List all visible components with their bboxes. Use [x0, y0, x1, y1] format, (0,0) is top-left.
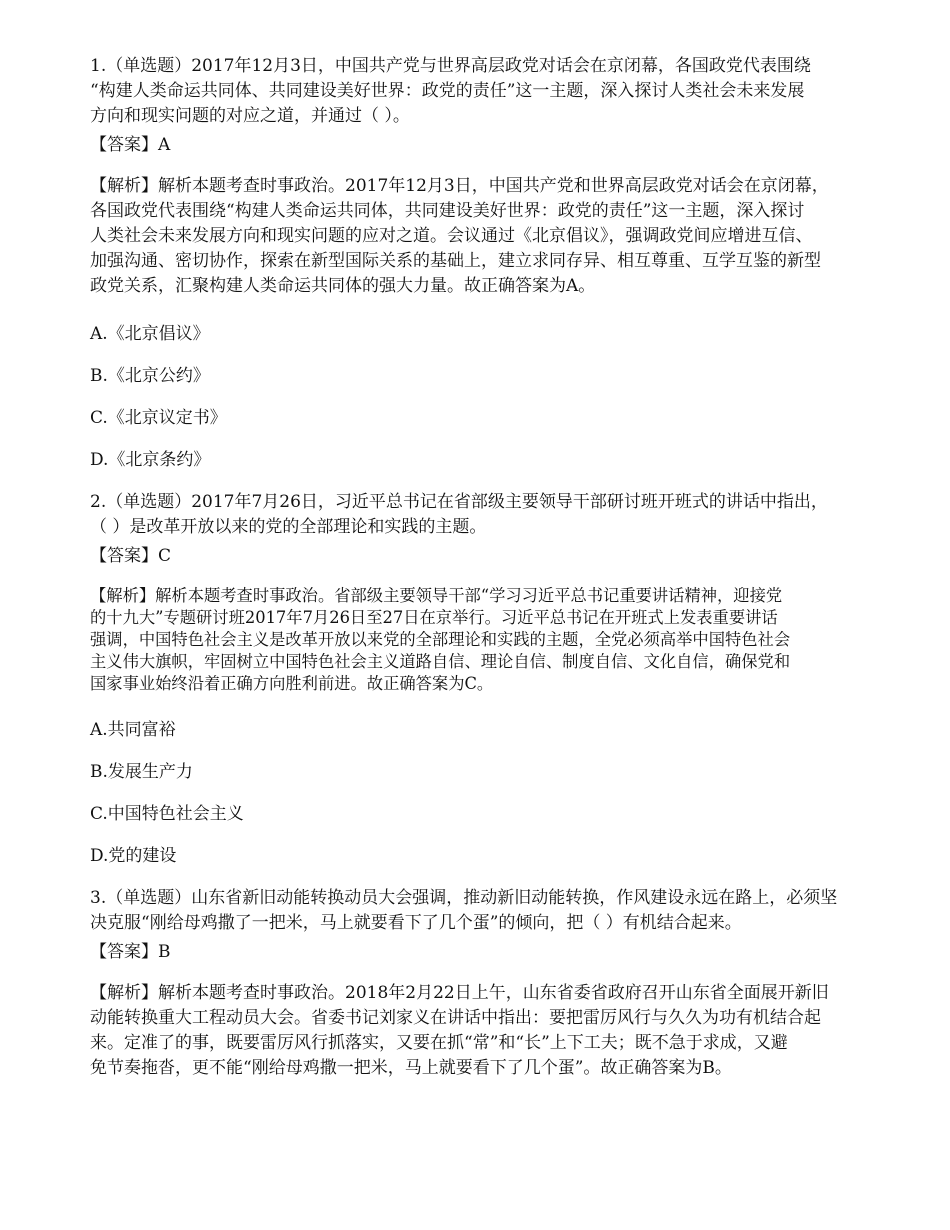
option-b: B.发展生产力 [90, 762, 193, 782]
stem-line: 2.（单选题）2017年7月26日，习近平总书记在省部级主要领导干部研讨班开班式的讲话中指出， [90, 492, 828, 512]
question-list [90, 54, 908, 1096]
question-3 [90, 886, 908, 1081]
explanation-line: 加强沟通、密切协作，探索在新型国际关系的基础上，建立求同存异、相互尊重、互学互鉴的新型 [90, 251, 821, 271]
explanation-line: 强调，中国特色社会主义是改革开放以来党的全部理论和实践的主题，全党必须高举中国特色社会 [90, 630, 791, 649]
stem-line: （ ）是改革开放以来的党的全部理论和实践的主题。 [90, 517, 487, 537]
answer: 【答案】A [90, 135, 171, 155]
option-d: D.党的建设 [90, 846, 177, 866]
option-d: D.《北京条约》 [90, 450, 211, 470]
option-c: C.中国特色社会主义 [90, 804, 244, 824]
stem-line: “构建人类命运共同体、共同建设美好世界：政党的责任”这一主题，深入探讨人类社会未来发展 [90, 81, 805, 101]
question-stem [90, 886, 908, 936]
explanation [90, 981, 908, 1081]
explanation-line: 【解析】解析本题考查时事政治。省部级主要领导干部“学习习近平总书记重要讲话精神，迎接党 [90, 586, 783, 605]
option-a: A.《北京倡议》 [90, 324, 210, 344]
stem-line: 决克服“刚给母鸡撒了一把米，马上就要看下了几个蛋”的倾向，把（ ）有机结合起来。 [90, 913, 742, 933]
option-b: B.《北京公约》 [90, 366, 210, 386]
explanation-line: 各国政党代表围绕“构建人类命运共同体，共同建设美好世界：政党的责任”这一主题，深入探讨 [90, 201, 805, 221]
question-1 [90, 54, 908, 473]
answer: 【答案】C [90, 546, 172, 566]
explanation-line: 政党关系，汇聚构建人类命运共同体的强大力量。故正确答案为A。 [90, 276, 596, 296]
explanation-line: 【解析】解析本题考查时事政治。2018年2月22日上午，山东省委省政府召开山东省全面展开新旧 [90, 983, 829, 1003]
explanation [90, 585, 908, 695]
explanation-line: 【解析】解析本题考查时事政治。2017年12月3日，中国共产党和世界高层政党对话会在京闭幕， [90, 176, 829, 196]
explanation-line: 国家事业始终沿着正确方向胜利前进。故正确答案为C。 [90, 674, 494, 693]
stem-line: 方向和现实问题的对应之道，并通过（ ）。 [90, 106, 410, 126]
explanation-line: 免节奏拖沓，更不能“刚给母鸡撒一把米，马上就要看下了几个蛋”。故正确答案为B。 [90, 1058, 732, 1078]
answer: 【答案】B [90, 942, 171, 962]
explanation-line: 的十九大”专题研讨班2017年7月26日至27日在京举行。习近平总书记在开班式上发表重要讲话 [90, 608, 778, 627]
option-c: C.《北京议定书》 [90, 408, 227, 428]
stem-line: 1.（单选题）2017年12月3日，中国共产党与世界高层政党对话会在京闭幕，各国政党代表围绕 [90, 56, 811, 76]
explanation-line: 人类社会未来发展方向和现实问题的应对之道。会议通过《北京倡议》，强调政党间应增进互信、 [90, 226, 813, 246]
explanation-line: 来。定准了的事，既要雷厉风行抓落实，又要在抓“常”和“长”上下工夫；既不急于求成，又避 [90, 1033, 788, 1053]
option-a: A.共同富裕 [90, 720, 176, 740]
explanation-line: 主义伟大旗帜，牢固树立中国特色社会主义道路自信、理论自信、制度自信、文化自信，确保党和 [90, 652, 791, 671]
question-stem [90, 54, 908, 129]
question-2 [90, 490, 908, 869]
question-stem [90, 490, 908, 540]
explanation [90, 174, 908, 299]
explanation-line: 动能转换重大工程动员大会。省委书记刘家义在讲话中指出：要把雷厉风行与久久为功有机结合起 [90, 1008, 821, 1028]
stem-line: 3.（单选题）山东省新旧动能转换动员大会强调，推动新旧动能转换，作风建设永远在路上，必须坚 [90, 888, 838, 908]
